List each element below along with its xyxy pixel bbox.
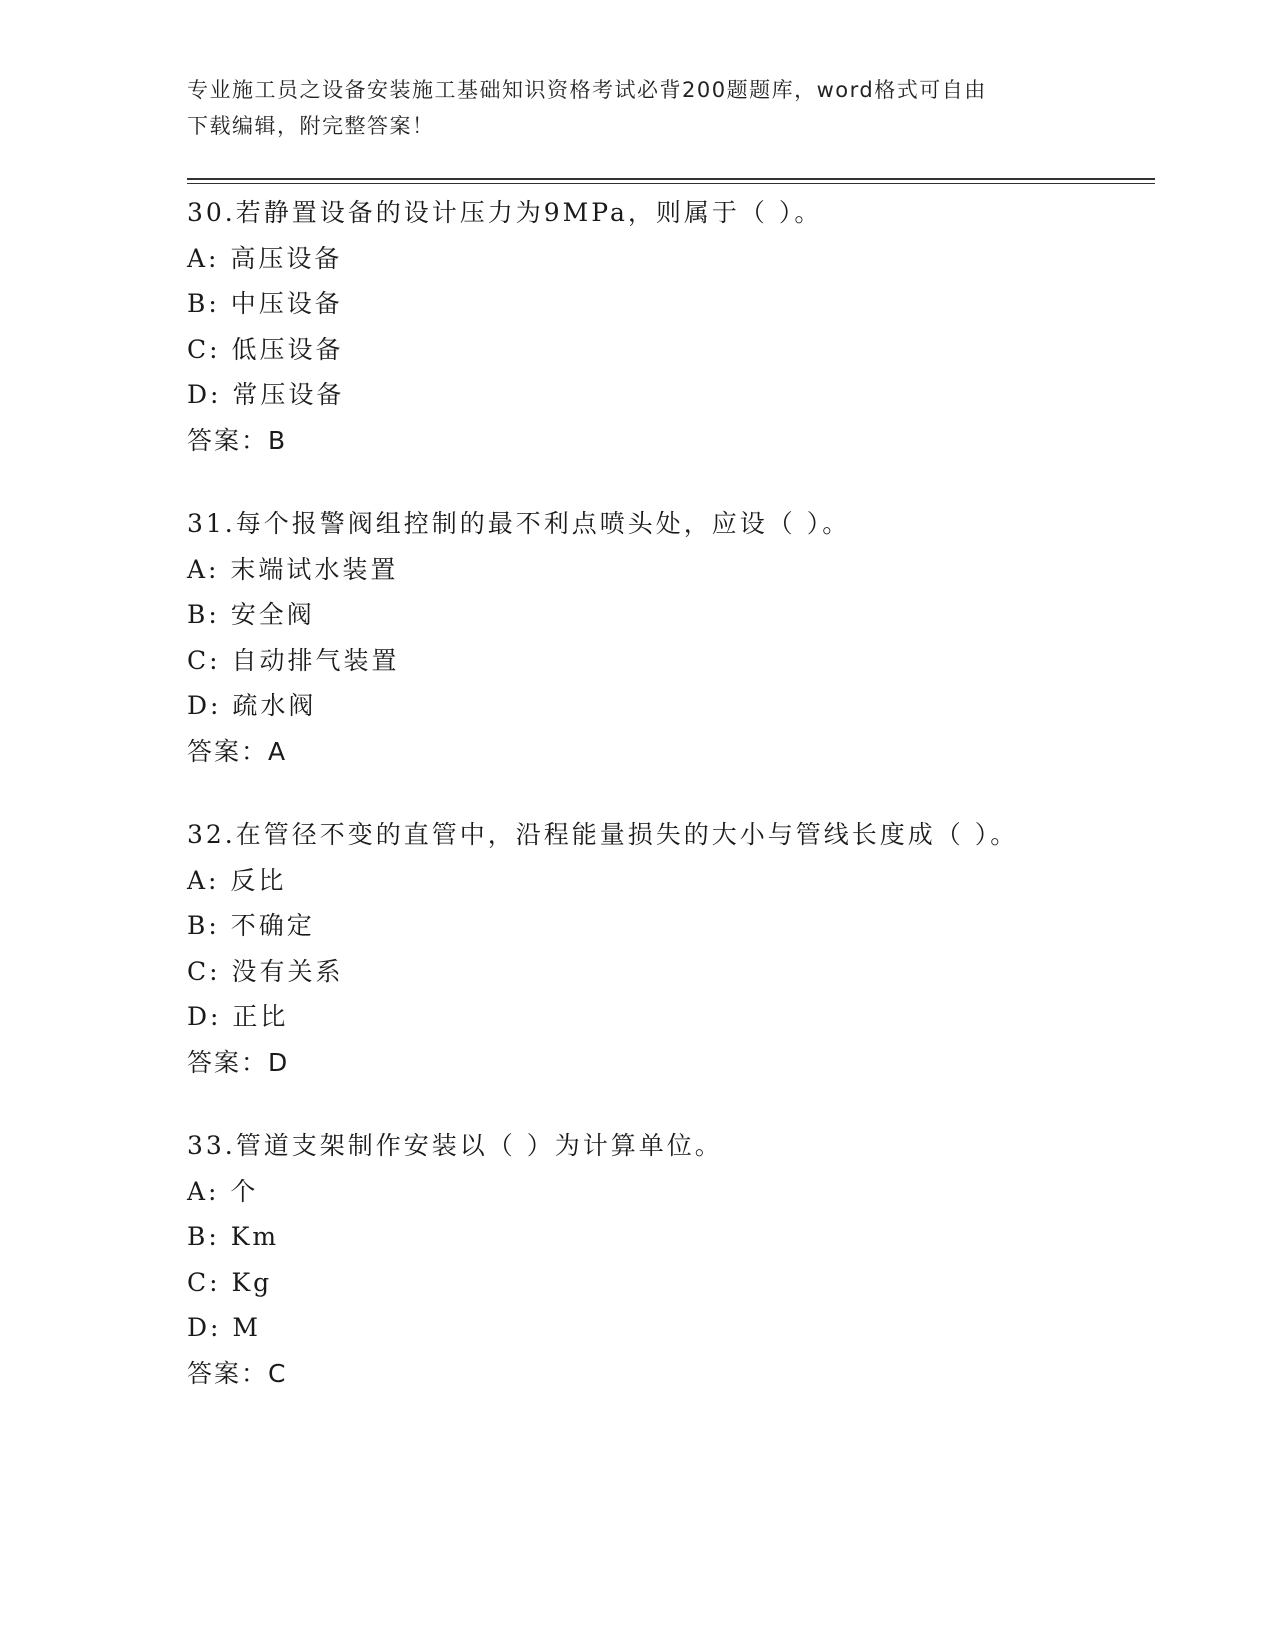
question-stem: 30.若静置设备的设计压力为9MPa，则属于（ ）。 [187, 198, 823, 227]
question-32 [187, 812, 1147, 1085]
option-d: D: 正比 [187, 1002, 289, 1031]
option-c: C: Kg [187, 1267, 273, 1297]
option-b: B: 不确定 [187, 911, 315, 940]
option-c: C: 自动排气装置 [187, 645, 400, 675]
question-stem: 31.每个报警阀组控制的最不利点喷头处，应设（ ）。 [187, 509, 851, 538]
answer: 答案：B [187, 425, 288, 455]
document-header [187, 72, 1077, 144]
option-a: A: 个 [187, 1176, 259, 1206]
question-33 [187, 1123, 1147, 1396]
option-a: A: 末端试水装置 [187, 554, 399, 584]
option-c: C: 没有关系 [187, 956, 344, 986]
option-b: B: 中压设备 [187, 289, 343, 318]
option-a: A: 反比 [187, 865, 287, 895]
answer: 答案：C [187, 1358, 288, 1388]
answer: 答案：A [187, 736, 288, 766]
option-a: A: 高压设备 [187, 243, 343, 273]
option-d: D: 疏水阀 [187, 691, 317, 720]
option-b: B: Km [187, 1222, 280, 1251]
question-stem: 32.在管径不变的直管中，沿程能量损失的大小与管线长度成（ ）。 [187, 820, 1019, 849]
option-c: C: 低压设备 [187, 334, 344, 364]
header-line-2: 下载编辑，附完整答案！ [187, 114, 435, 138]
question-30 [187, 190, 1147, 463]
option-d: D: M [187, 1313, 262, 1342]
question-list [187, 190, 1147, 1434]
question-31 [187, 501, 1147, 774]
header-line-1: 专业施工员之设备安装施工基础知识资格考试必背200题题库，word格式可自由 [187, 78, 987, 102]
answer: 答案：D [187, 1047, 290, 1077]
option-d: D: 常压设备 [187, 380, 345, 409]
header-divider [187, 178, 1155, 184]
option-b: B: 安全阀 [187, 600, 315, 629]
question-stem: 33.管道支架制作安装以（ ）为计算单位。 [187, 1131, 723, 1160]
